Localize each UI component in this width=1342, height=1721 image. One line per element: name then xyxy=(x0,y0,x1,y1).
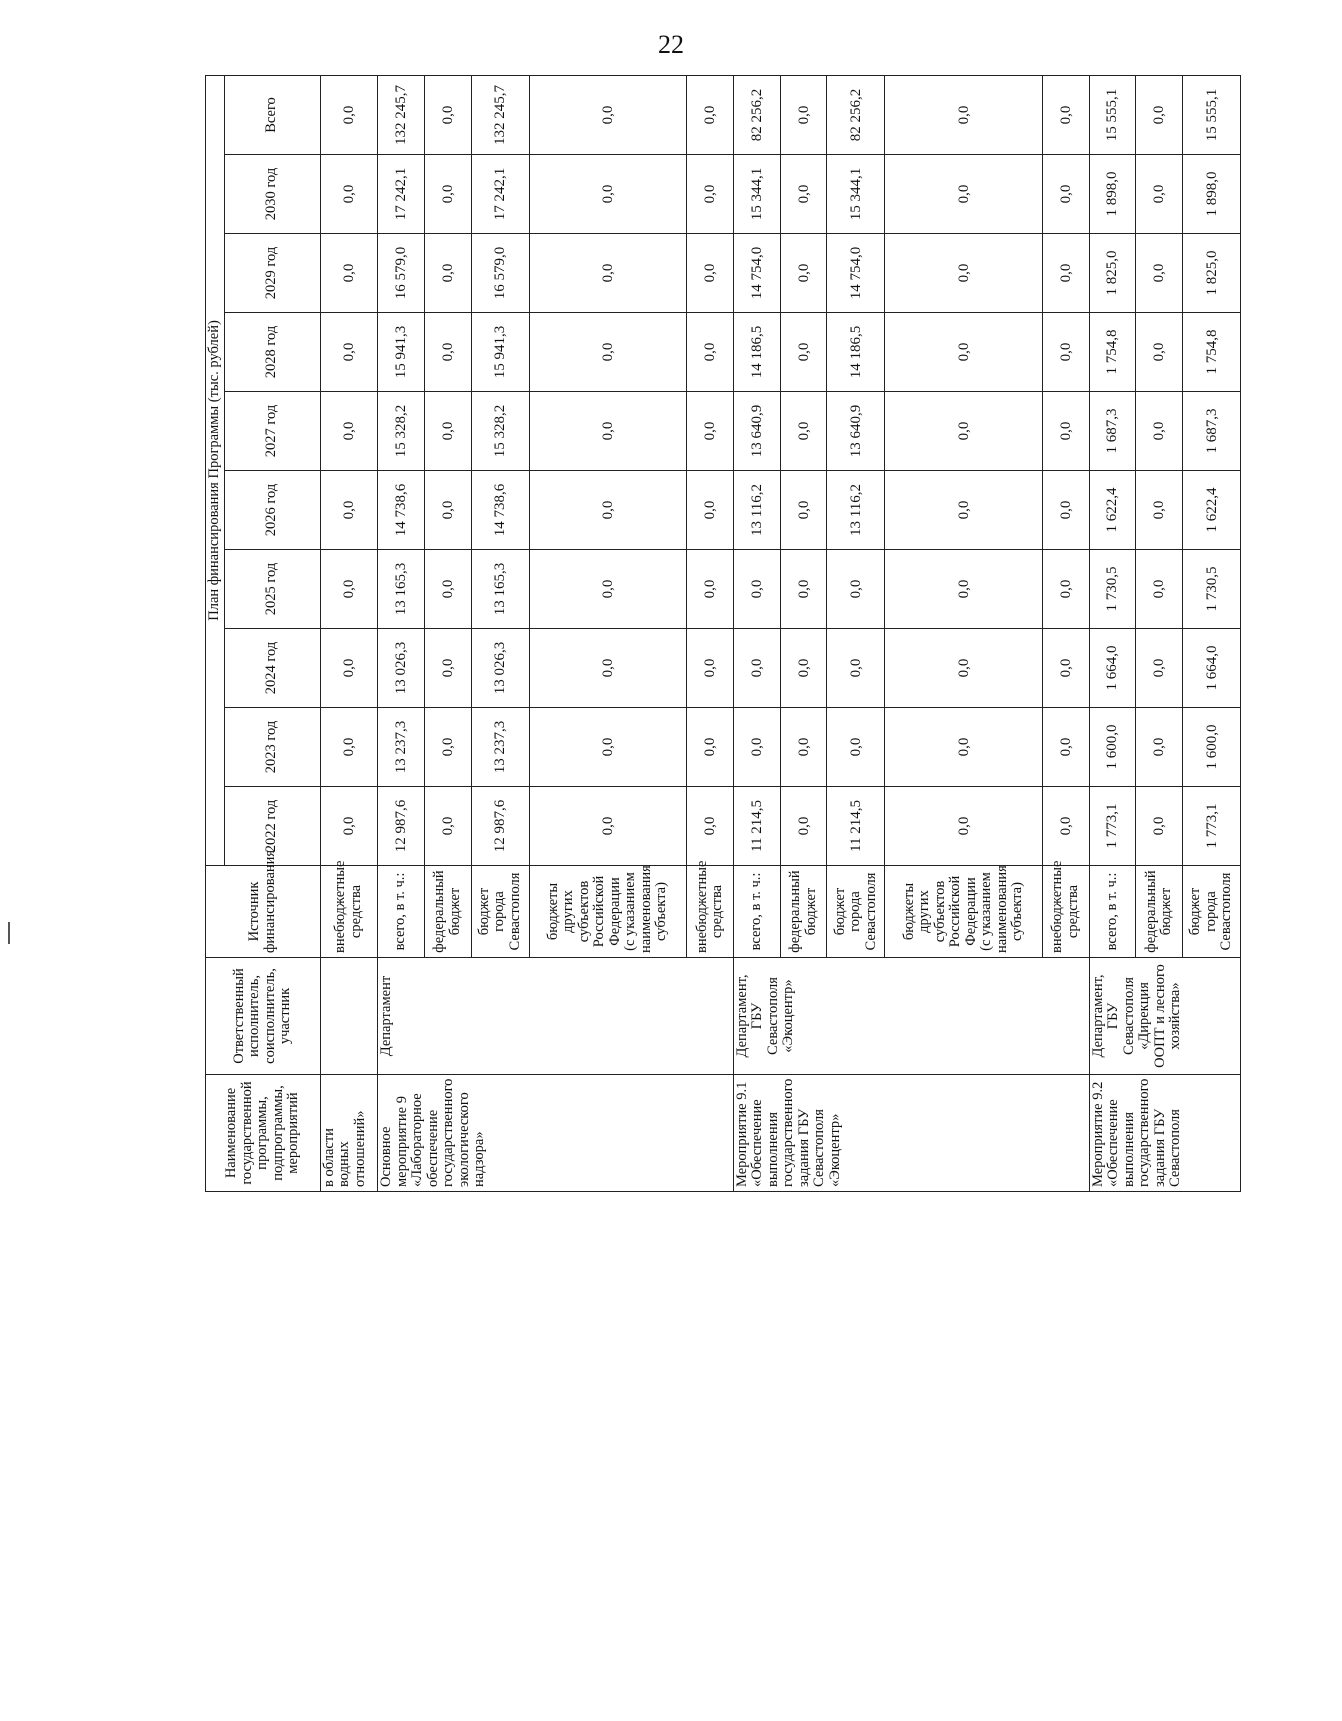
value-cell: 15 941,3 xyxy=(378,313,425,392)
header-total: Всего xyxy=(224,75,320,154)
value-cell: 1 600,0 xyxy=(1183,708,1241,787)
header-responsible: Ответственный исполнитель, соисполнитель, участник xyxy=(206,958,321,1075)
value-cell: 17 242,1 xyxy=(471,155,529,234)
value-cell: 0,0 xyxy=(780,392,827,471)
header-year: 2025 год xyxy=(224,550,320,629)
total-cell: 0,0 xyxy=(320,75,378,154)
value-cell: 1 754,8 xyxy=(1183,313,1241,392)
table-row xyxy=(733,75,780,1191)
value-cell: 0,0 xyxy=(733,629,780,708)
value-cell: 1 600,0 xyxy=(1089,708,1136,787)
value-cell: 0,0 xyxy=(1136,234,1183,313)
value-cell: 0,0 xyxy=(320,313,378,392)
value-cell: 14 754,0 xyxy=(827,234,885,313)
header-year: 2030 год xyxy=(224,155,320,234)
value-cell: 1 773,1 xyxy=(1183,787,1241,866)
value-cell: 1 825,0 xyxy=(1089,234,1136,313)
value-cell: 0,0 xyxy=(529,708,687,787)
total-cell: 132 245,7 xyxy=(378,75,425,154)
value-cell: 0,0 xyxy=(733,550,780,629)
value-cell: 0,0 xyxy=(885,313,1043,392)
value-cell: 1 664,0 xyxy=(1183,629,1241,708)
funding-source-cell: федеральный бюджет xyxy=(425,866,472,958)
value-cell: 0,0 xyxy=(885,708,1043,787)
responsible-cell: Департамент xyxy=(378,958,734,1075)
value-cell: 13 237,3 xyxy=(471,708,529,787)
value-cell: 0,0 xyxy=(885,155,1043,234)
value-cell: 0,0 xyxy=(687,708,734,787)
header-year: 2029 год xyxy=(224,234,320,313)
value-cell: 0,0 xyxy=(320,392,378,471)
value-cell: 15 941,3 xyxy=(471,313,529,392)
value-cell: 17 242,1 xyxy=(378,155,425,234)
value-cell: 0,0 xyxy=(1136,155,1183,234)
value-cell: 0,0 xyxy=(1136,550,1183,629)
total-cell: 0,0 xyxy=(529,75,687,154)
value-cell: 1 622,4 xyxy=(1183,471,1241,550)
value-cell: 0,0 xyxy=(687,787,734,866)
total-cell: 0,0 xyxy=(1136,75,1183,154)
value-cell: 0,0 xyxy=(529,313,687,392)
funding-source-cell: бюджет города Севастополя xyxy=(827,866,885,958)
value-cell: 12 987,6 xyxy=(378,787,425,866)
program-name-cell: Мероприятие 9.1 «Обеспечение выполнения государственного задания ГБУ Севастополя «Экоцентр» xyxy=(733,1075,1089,1192)
value-cell: 0,0 xyxy=(827,629,885,708)
value-cell: 11 214,5 xyxy=(827,787,885,866)
value-cell: 0,0 xyxy=(320,471,378,550)
program-name-cell: Основное мероприятие 9 «Лабораторное обеспечение государственного экологического надзора» xyxy=(378,1075,734,1192)
value-cell: 0,0 xyxy=(1042,155,1089,234)
value-cell: 0,0 xyxy=(529,787,687,866)
value-cell: 14 738,6 xyxy=(378,471,425,550)
funding-source-cell: бюджеты других субъектов Российской Федерации (с указанием наименования субъекта) xyxy=(885,866,1043,958)
value-cell: 0,0 xyxy=(1136,787,1183,866)
funding-source-cell: всего, в т. ч.: xyxy=(378,866,425,958)
funding-source-cell: бюджет города Севастополя xyxy=(1183,866,1241,958)
header-year: 2022 год xyxy=(224,787,320,866)
header-year: 2024 год xyxy=(224,629,320,708)
total-cell: 0,0 xyxy=(1042,75,1089,154)
value-cell: 0,0 xyxy=(425,313,472,392)
funding-source-cell: всего, в т. ч.: xyxy=(1089,866,1136,958)
header-source: Источник финансирования xyxy=(206,866,321,958)
value-cell: 11 214,5 xyxy=(733,787,780,866)
value-cell: 0,0 xyxy=(425,234,472,313)
value-cell: 13 165,3 xyxy=(471,550,529,629)
value-cell: 0,0 xyxy=(687,313,734,392)
total-cell: 82 256,2 xyxy=(827,75,885,154)
value-cell: 13 116,2 xyxy=(733,471,780,550)
header-year: 2026 год xyxy=(224,471,320,550)
value-cell: 0,0 xyxy=(780,234,827,313)
value-cell: 14 186,5 xyxy=(733,313,780,392)
value-cell: 0,0 xyxy=(885,787,1043,866)
page-number: 22 xyxy=(658,30,684,59)
value-cell: 1 754,8 xyxy=(1089,313,1136,392)
value-cell: 15 344,1 xyxy=(827,155,885,234)
value-cell: 0,0 xyxy=(780,313,827,392)
value-cell: 0,0 xyxy=(1042,234,1089,313)
value-cell: 0,0 xyxy=(780,471,827,550)
value-cell: 16 579,0 xyxy=(471,234,529,313)
value-cell: 0,0 xyxy=(885,629,1043,708)
value-cell: 0,0 xyxy=(529,550,687,629)
value-cell: 0,0 xyxy=(425,155,472,234)
value-cell: 1 730,5 xyxy=(1089,550,1136,629)
value-cell: 0,0 xyxy=(320,787,378,866)
value-cell: 1 773,1 xyxy=(1089,787,1136,866)
value-cell: 0,0 xyxy=(320,708,378,787)
program-name-cell: в области водных отношений» xyxy=(320,1075,378,1192)
value-cell: 0,0 xyxy=(529,155,687,234)
value-cell: 0,0 xyxy=(780,550,827,629)
value-cell: 0,0 xyxy=(1136,708,1183,787)
value-cell: 0,0 xyxy=(1136,313,1183,392)
funding-source-cell: внебюджетные средства xyxy=(687,866,734,958)
value-cell: 13 640,9 xyxy=(733,392,780,471)
margin-mark xyxy=(8,922,10,944)
value-cell: 0,0 xyxy=(1042,471,1089,550)
value-cell: 0,0 xyxy=(425,471,472,550)
funding-source-cell: бюджет города Севастополя xyxy=(471,866,529,958)
value-cell: 13 026,3 xyxy=(471,629,529,708)
value-cell: 0,0 xyxy=(780,708,827,787)
value-cell: 0,0 xyxy=(320,550,378,629)
value-cell: 0,0 xyxy=(885,234,1043,313)
header-name: Наименование государственной программы, подпрограммы, мероприятий xyxy=(206,1075,321,1192)
value-cell: 13 116,2 xyxy=(827,471,885,550)
value-cell: 0,0 xyxy=(1042,629,1089,708)
value-cell: 0,0 xyxy=(1042,550,1089,629)
value-cell: 0,0 xyxy=(1136,471,1183,550)
value-cell: 0,0 xyxy=(687,155,734,234)
header-year: 2023 год xyxy=(224,708,320,787)
value-cell: 0,0 xyxy=(1136,392,1183,471)
total-cell: 15 555,1 xyxy=(1183,75,1241,154)
value-cell: 13 026,3 xyxy=(378,629,425,708)
value-cell: 14 754,0 xyxy=(733,234,780,313)
value-cell: 0,0 xyxy=(1042,708,1089,787)
value-cell: 0,0 xyxy=(885,471,1043,550)
value-cell: 15 344,1 xyxy=(733,155,780,234)
program-name-cell: Мероприятие 9.2 «Обеспечение выполнения государственного задания ГБУ Севастополя xyxy=(1089,1075,1240,1192)
value-cell: 0,0 xyxy=(1136,629,1183,708)
funding-source-cell: федеральный бюджет xyxy=(780,866,827,958)
value-cell: 14 186,5 xyxy=(827,313,885,392)
total-cell: 0,0 xyxy=(885,75,1043,154)
table-row xyxy=(378,75,425,1191)
value-cell: 1 664,0 xyxy=(1089,629,1136,708)
value-cell: 0,0 xyxy=(687,234,734,313)
value-cell: 0,0 xyxy=(425,708,472,787)
value-cell: 0,0 xyxy=(827,708,885,787)
value-cell: 1 825,0 xyxy=(1183,234,1241,313)
header-year: 2028 год xyxy=(224,313,320,392)
total-cell: 82 256,2 xyxy=(733,75,780,154)
value-cell: 0,0 xyxy=(529,234,687,313)
value-cell: 0,0 xyxy=(687,471,734,550)
total-cell: 0,0 xyxy=(780,75,827,154)
total-cell: 0,0 xyxy=(687,75,734,154)
value-cell: 0,0 xyxy=(780,155,827,234)
funding-source-cell: всего, в т. ч.: xyxy=(733,866,780,958)
value-cell: 0,0 xyxy=(1042,392,1089,471)
value-cell: 0,0 xyxy=(529,629,687,708)
value-cell: 0,0 xyxy=(885,550,1043,629)
rotated-table-wrapper xyxy=(205,84,1241,1192)
total-cell: 0,0 xyxy=(425,75,472,154)
value-cell: 14 738,6 xyxy=(471,471,529,550)
value-cell: 0,0 xyxy=(687,550,734,629)
table-row xyxy=(320,75,378,1191)
value-cell: 0,0 xyxy=(425,629,472,708)
value-cell: 0,0 xyxy=(320,629,378,708)
value-cell: 0,0 xyxy=(320,234,378,313)
value-cell: 1 898,0 xyxy=(1183,155,1241,234)
value-cell: 0,0 xyxy=(425,550,472,629)
value-cell: 0,0 xyxy=(529,392,687,471)
value-cell: 0,0 xyxy=(425,392,472,471)
value-cell: 0,0 xyxy=(687,392,734,471)
header-year: 2027 год xyxy=(224,392,320,471)
value-cell: 1 730,5 xyxy=(1183,550,1241,629)
value-cell: 16 579,0 xyxy=(378,234,425,313)
value-cell: 1 622,4 xyxy=(1089,471,1136,550)
responsible-cell xyxy=(320,958,378,1075)
value-cell: 0,0 xyxy=(885,392,1043,471)
total-cell: 132 245,7 xyxy=(471,75,529,154)
value-cell: 0,0 xyxy=(425,787,472,866)
value-cell: 13 237,3 xyxy=(378,708,425,787)
header-plan: План финансирования Программы (тыс. рублей) xyxy=(206,75,225,865)
value-cell: 0,0 xyxy=(529,471,687,550)
value-cell: 1 687,3 xyxy=(1089,392,1136,471)
value-cell: 0,0 xyxy=(687,629,734,708)
value-cell: 13 640,9 xyxy=(827,392,885,471)
value-cell: 0,0 xyxy=(780,629,827,708)
value-cell: 15 328,2 xyxy=(471,392,529,471)
funding-source-cell: федеральный бюджет xyxy=(1136,866,1183,958)
value-cell: 0,0 xyxy=(827,550,885,629)
responsible-cell: Департамент, ГБУ Севастополя «Дирекция ООПТ и лесного хозяйства» xyxy=(1089,958,1240,1075)
value-cell: 1 687,3 xyxy=(1183,392,1241,471)
financing-table xyxy=(205,75,1241,1192)
table-row xyxy=(1089,75,1136,1191)
value-cell: 0,0 xyxy=(1042,787,1089,866)
value-cell: 1 898,0 xyxy=(1089,155,1136,234)
value-cell: 0,0 xyxy=(1042,313,1089,392)
value-cell: 0,0 xyxy=(780,787,827,866)
responsible-cell: Департамент, ГБУ Севастополя «Экоцентр» xyxy=(733,958,1089,1075)
value-cell: 13 165,3 xyxy=(378,550,425,629)
value-cell: 0,0 xyxy=(320,155,378,234)
total-cell: 15 555,1 xyxy=(1089,75,1136,154)
funding-source-cell: внебюджетные средства xyxy=(320,866,378,958)
value-cell: 12 987,6 xyxy=(471,787,529,866)
funding-source-cell: бюджеты других субъектов Российской Федерации (с указанием наименования субъекта) xyxy=(529,866,687,958)
value-cell: 15 328,2 xyxy=(378,392,425,471)
funding-source-cell: внебюджетные средства xyxy=(1042,866,1089,958)
value-cell: 0,0 xyxy=(733,708,780,787)
